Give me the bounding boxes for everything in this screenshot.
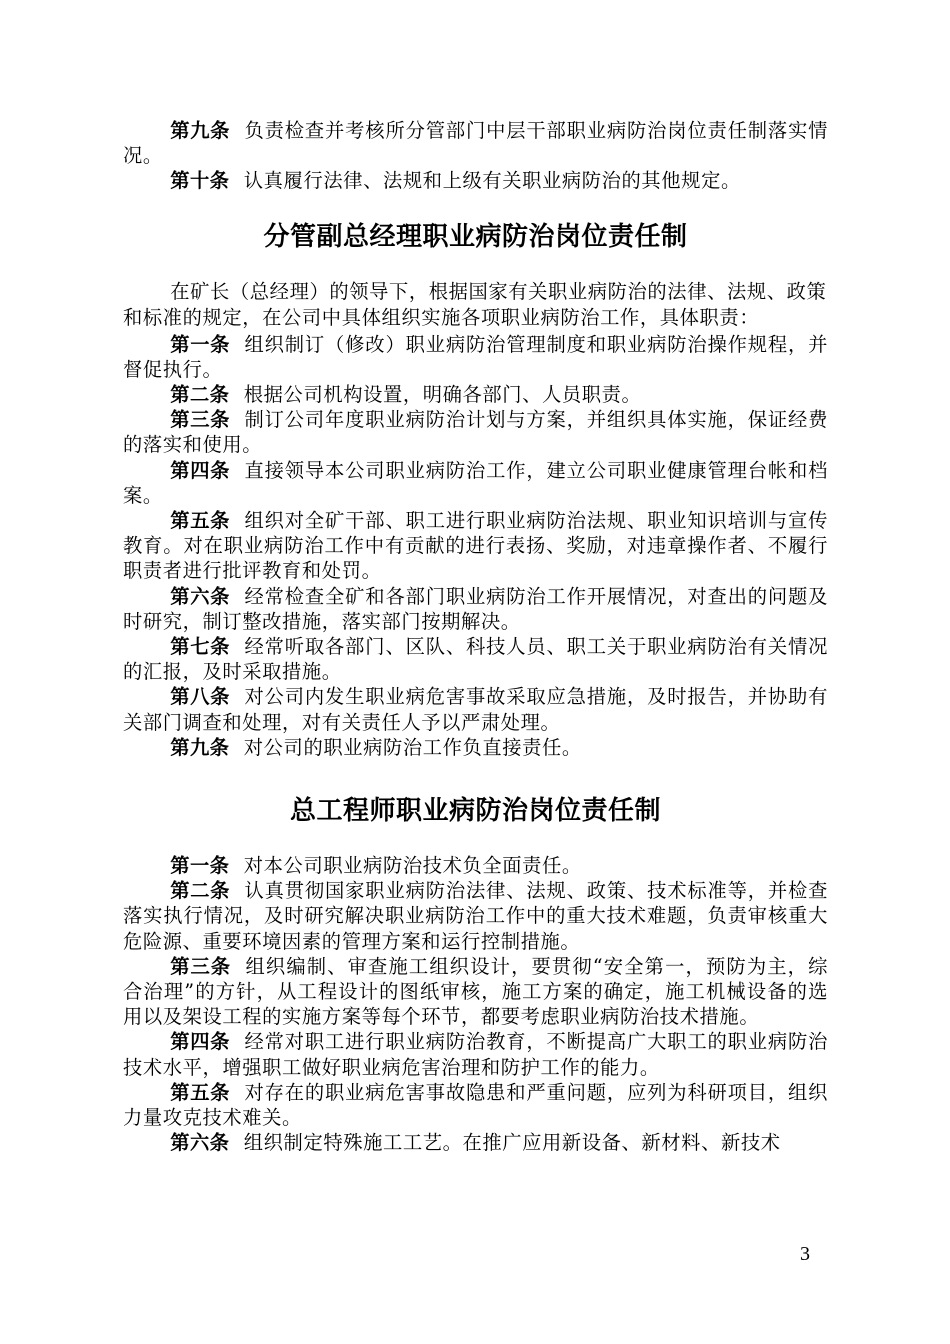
article [123, 584, 828, 634]
article-label: 第十条 [170, 169, 230, 193]
article-label: 第七条 [170, 635, 231, 659]
article-text: 对公司内发生职业病危害事故采取应急措施，及时报告，并协助有关部门调查和处理，对有关责任人予以严肃处理。 [123, 685, 829, 734]
article [123, 853, 828, 878]
article-label: 第四条 [170, 458, 231, 482]
article-text: 对本公司职业病防治技术负全面责任。 [243, 854, 582, 878]
article [123, 634, 828, 684]
article-text: 认真贯彻国家职业病防治法律、法规、政策、技术标准等，并检查落实执行情况，及时研究解决职业病防治工作中的重大技术难题，负责审核重大危险源、重要环境因素的管理方案和运行控制措施。 [123, 879, 829, 953]
article-label: 第一条 [170, 332, 231, 356]
article-text: 经常检查全矿和各部门职业病防治工作开展情况，对查出的问题及时研究，制订整改措施，落实部门按期解决。 [123, 584, 829, 633]
article-label: 第二条 [170, 879, 231, 903]
document-page [123, 118, 828, 1156]
article-label: 第九条 [170, 735, 230, 759]
article [123, 458, 828, 508]
article-text: 经常听取各部门、区队、科技人员、职工关于职业病防治有关情况的汇报，及时采取措施。 [123, 635, 829, 684]
article-text: 负责检查并考核所分管部门中层干部职业病防治岗位责任制落实情况。 [123, 119, 829, 168]
article [123, 1080, 828, 1130]
article-label: 第五条 [170, 509, 231, 533]
article-label: 第六条 [170, 1131, 230, 1155]
article-label: 第四条 [170, 1030, 231, 1054]
section-intro: 在矿长（总经理）的领导下，根据国家有关职业病防治的法律、法规、政策和标准的规定，在公司中具体组织实施各项职业病防治工作，具体职责： [123, 279, 827, 330]
article [123, 878, 828, 954]
article [123, 118, 828, 168]
article-text: 组织制订（修改）职业病防治管理制度和职业病防治操作规程，并督促执行。 [123, 332, 829, 381]
article-text: 对公司的职业病防治工作负直接责任。 [243, 735, 582, 759]
article-label: 第二条 [170, 383, 230, 407]
article [123, 168, 828, 193]
article-label: 第八条 [170, 685, 231, 709]
article [123, 508, 828, 584]
page-number: 3 [800, 1243, 810, 1265]
article [123, 1130, 828, 1155]
article-text: 直接领导本公司职业病防治工作，建立公司职业健康管理台帐和档案。 [123, 458, 829, 507]
article [123, 332, 828, 382]
article-label: 第三条 [170, 408, 231, 432]
article-text: 对存在的职业病危害事故隐患和严重问题，应列为科研项目，组织力量攻克技术难关。 [123, 1080, 829, 1130]
article [123, 954, 828, 1030]
article [123, 1029, 828, 1079]
article-label: 第一条 [170, 854, 230, 878]
article-text: 组织编制、审查施工组织设计，要贯彻“安全第一，预防为主，综合治理”的方针，从工程设计的图纸审核，施工方案的确定，施工机械设备的选用以及架设工程的实施方案等每个环节，都要考虑职业病防治技术措施。 [123, 954, 828, 1029]
article [123, 735, 828, 760]
article-label: 第六条 [170, 584, 231, 608]
article-text: 制订公司年度职业病防治计划与方案，并组织具体实施，保证经费的落实和使用。 [123, 408, 829, 457]
article-label: 第三条 [170, 954, 231, 978]
section-title-deputy-gm: 分管副总经理职业病防治岗位责任制 [263, 221, 688, 252]
article-label: 第九条 [170, 119, 231, 142]
article-text: 根据公司机构设置，明确各部门、人员职责。 [243, 383, 642, 407]
article-text: 经常对职工进行职业病防治教育，不断提高广大职工的职业病防治技术水平，增强职工做好职业病危害治理和防护工作的能力。 [123, 1030, 829, 1079]
article-text: 组织对全矿干部、职工进行职业病防治法规、职业知识培训与宣传教育。对在职业病防治工作中有贡献的进行表扬、奖励，对违章操作者、不履行职责者进行批评教育和处罚。 [123, 509, 829, 583]
article [123, 684, 828, 734]
article-text: 组织制定特殊施工工艺。在推广应用新设备、新材料、新技术 [243, 1131, 781, 1155]
article [123, 407, 828, 457]
article-text: 认真履行法律、法规和上级有关职业病防治的其他规定。 [243, 169, 741, 193]
article [123, 382, 828, 407]
section-title-chief-engineer: 总工程师职业病防治岗位责任制 [289, 796, 661, 827]
article-label: 第五条 [170, 1080, 231, 1104]
